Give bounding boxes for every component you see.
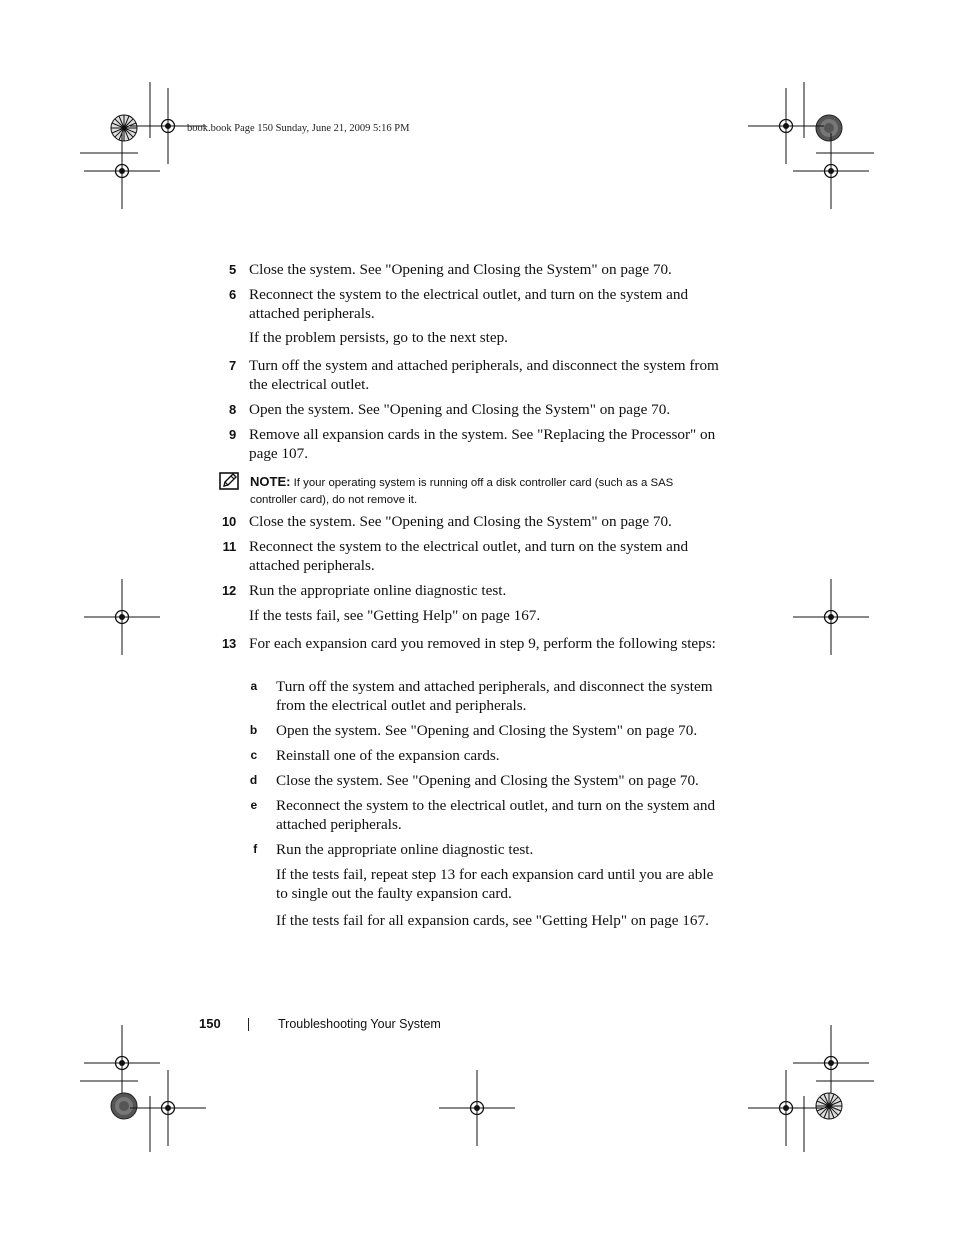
step-text: Turn off the system and attached peripherals, and disconnect the system from the electrical outlet.	[249, 357, 719, 393]
footer-divider	[248, 1018, 249, 1031]
substep-text: Close the system. See "Opening and Closing the System" on page 70.	[276, 772, 699, 789]
step-text: For each expansion card you removed in step 9, perform the following steps:	[249, 635, 716, 652]
substep-text: Reconnect the system to the electrical outlet, and turn on the system and attached peripherals.	[276, 797, 716, 833]
step-number: 9	[228, 427, 236, 442]
registration-star-bottom-right	[816, 1093, 842, 1119]
step-number: 10	[221, 514, 236, 529]
step-number: 6	[228, 287, 236, 302]
print-header: book.book Page 150 Sunday, June 21, 2009 5:16 PM	[187, 123, 410, 134]
registration-dark-top-right	[816, 115, 842, 141]
registration-target-bottom-right	[748, 1070, 824, 1146]
step-12-followup: If the tests fail, see "Getting Help" on page 167.	[249, 607, 541, 624]
footer-section-title: Troubleshooting Your System	[278, 1017, 441, 1031]
substep-letter: b	[249, 723, 257, 737]
substep-letter: e	[250, 798, 257, 812]
step-number: 12	[221, 583, 236, 598]
registration-star-top-left	[111, 115, 137, 141]
substep-letter: f	[253, 842, 257, 856]
substep-letter: a	[250, 679, 257, 693]
step-number: 8	[228, 402, 236, 417]
step-text: Reconnect the system to the electrical outlet, and turn on the system and attached peripherals.	[249, 538, 689, 574]
substep-text: Open the system. See "Opening and Closing the System" on page 70.	[276, 722, 698, 739]
registration-target-top-right	[748, 88, 824, 164]
registration-target-top-left-lower	[84, 133, 160, 209]
step-number: 7	[228, 358, 236, 373]
step-text: Reconnect the system to the electrical outlet, and turn on the system and attached peripherals.	[249, 286, 689, 322]
step-text: Run the appropriate online diagnostic test.	[249, 582, 507, 599]
page-number: 150	[199, 1016, 221, 1031]
substep-letter: d	[249, 773, 257, 787]
step-6-followup: If the problem persists, go to the next step.	[249, 329, 508, 346]
substep-f-followup-1: If the tests fail, repeat step 13 for each expansion card until you are able to single out the faulty expansion card.	[276, 866, 714, 902]
registration-target-bottom-left	[130, 1070, 206, 1146]
substep-letter: c	[250, 748, 257, 762]
substep-text: Run the appropriate online diagnostic test.	[276, 841, 534, 858]
substep-f-followup-2: If the tests fail for all expansion cards, see "Getting Help" on page 167.	[276, 912, 709, 929]
registration-target-top-right-lower	[793, 133, 869, 209]
registration-target-bottom-center	[439, 1070, 515, 1146]
step-number: 13	[221, 636, 236, 651]
step-text: Close the system. See "Opening and Closing the System" on page 70.	[249, 513, 672, 530]
step-text: Remove all expansion cards in the system. See "Replacing the Processor" on page 107.	[249, 426, 716, 462]
registration-target-bottom-right-upper	[793, 1025, 869, 1101]
step-text: Open the system. See "Opening and Closing the System" on page 70.	[249, 401, 671, 418]
registration-target-bottom-left-upper	[84, 1025, 160, 1101]
step-number: 11	[222, 539, 236, 554]
note-pencil-icon	[219, 472, 239, 490]
step-text: Close the system. See "Opening and Closing the System" on page 70.	[249, 261, 672, 278]
substep-text: Reinstall one of the expansion cards.	[276, 747, 500, 764]
note-box	[250, 473, 720, 509]
substep-text: Turn off the system and attached peripherals, and disconnect the system from the electrical outlet and peripherals.	[276, 678, 713, 714]
registration-dark-bottom-left	[111, 1093, 137, 1119]
registration-target-mid-right	[793, 579, 869, 655]
step-number: 5	[228, 262, 236, 277]
note-label: NOTE:	[250, 474, 291, 489]
note-text: If your operating system is running off a disk controller card (such as a SAS controller card), do not remove it.	[250, 477, 674, 506]
